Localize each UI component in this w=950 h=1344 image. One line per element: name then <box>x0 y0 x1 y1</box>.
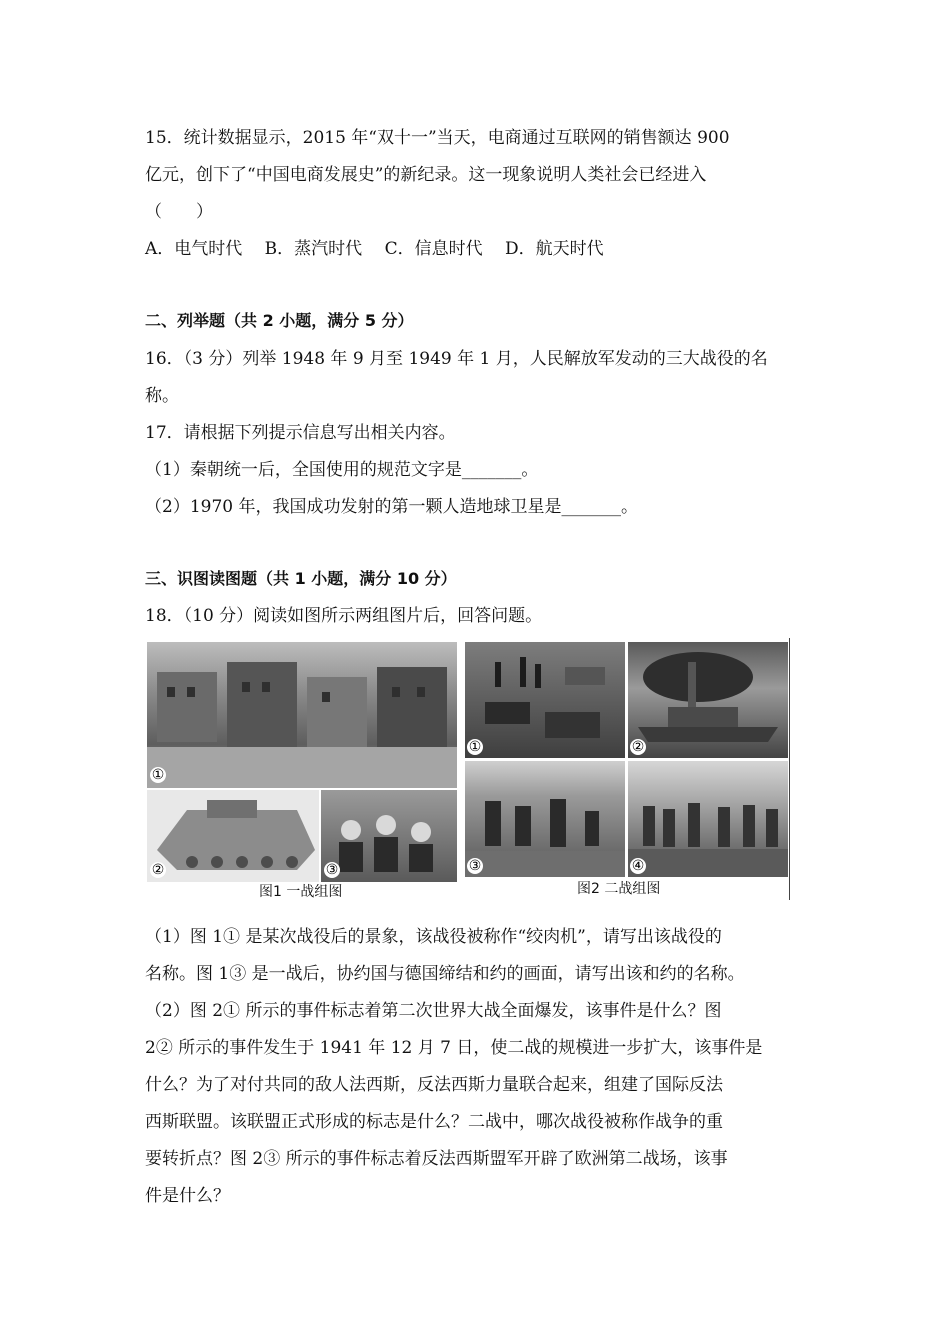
fig1-caption: 图1 一战组图 <box>259 884 343 900</box>
fig1-marker-1: ① <box>151 767 165 783</box>
figure-border-line <box>789 638 790 900</box>
fig2-surrender-photo <box>628 761 788 877</box>
q16-line1: 16．（3 分）列举 1948 年 9 月至 1949 年 1 月，人民解放军发动的三大战役的名 <box>145 349 768 369</box>
fig1-treaty-photo <box>321 790 457 882</box>
q17-item2: （2）1970 年，我国成功发射的第一颗人造地球卫星是_______。 <box>145 497 638 517</box>
q18-heading: 18．（10 分）阅读如图所示两组图片后，回答问题。 <box>145 606 543 626</box>
q18-text-line4: 2② 所示的事件发生于 1941 年 12 月 7 日，使二战的规模进一步扩大，该事件是 <box>145 1038 763 1058</box>
battleship-sketch <box>628 642 788 758</box>
q17-item1: （1）秦朝统一后，全国使用的规范文字是_______。 <box>145 460 539 480</box>
q18-text-line2: 名称。图 1③ 是一战后，协约国与德国缔结和约的画面，请写出该和约的名称。 <box>145 964 745 984</box>
q17-heading: 17．请根据下列提示信息写出相关内容。 <box>145 423 456 443</box>
section3-title: 三、识图读图题（共 1 小题，满分 10 分） <box>145 569 457 588</box>
fig1-tank-photo <box>147 790 319 882</box>
war-photo-figure <box>145 638 791 900</box>
q15-options: A．电气时代 B．蒸汽时代 C．信息时代 D．航天时代 <box>145 239 604 259</box>
soldiers-tanks-sketch <box>465 642 625 758</box>
q18-text-line8: 件是什么？ <box>145 1186 230 1206</box>
fig2-normandy-photo <box>465 761 625 877</box>
section2-title: 二、列举题（共 2 小题，满分 5 分） <box>145 311 414 330</box>
q16-line2: 称。 <box>145 386 179 406</box>
q18-text-line1: （1）图 1① 是某次战役后的景象，该战役被称作“绞肉机”，请写出该战役的 <box>145 927 722 947</box>
fig1-marker-3: ③ <box>325 862 339 878</box>
fig1-marker-2: ② <box>151 862 165 878</box>
q15-line1: 15．统计数据显示，2015 年“双十一”当天，电商通过互联网的销售额达 900 <box>145 128 730 148</box>
fig2-marker-3: ③ <box>468 858 482 874</box>
fig2-marker-1: ① <box>468 739 482 755</box>
fig2-pearl-harbor-photo <box>628 642 788 758</box>
tank-sketch <box>147 790 319 882</box>
fig2-marker-4: ④ <box>631 858 645 874</box>
fig2-invasion-photo <box>465 642 625 758</box>
landing-sketch <box>465 761 625 877</box>
q18-text-line3: （2）图 2① 所示的事件标志着第二次世界大战全面爆发，该事件是什么？图 <box>145 1001 722 1021</box>
q18-text-line5: 什么？为了对付共同的敌人法西斯，反法西斯力量联合起来，组建了国际反法 <box>145 1075 723 1095</box>
fig2-marker-2: ② <box>631 739 645 755</box>
ceremony-sketch <box>628 761 788 877</box>
fig1-ruined-town-photo <box>147 642 457 788</box>
q15-line3: （ ） <box>145 202 213 222</box>
ruins-sketch <box>147 642 457 788</box>
q18-text-line7: 要转折点？图 2③ 所示的事件标志着反法西斯盟军开辟了欧洲第二战场，该事 <box>145 1149 728 1169</box>
q15-line2: 亿元，创下了“中国电商发展史”的新纪录。这一现象说明人类社会已经进入 <box>145 165 707 185</box>
fig2-caption: 图2 二战组图 <box>577 881 661 897</box>
q18-text-line6: 西斯联盟。该联盟正式形成的标志是什么？二战中，哪次战役被称作战争的重 <box>145 1112 723 1132</box>
treaty-sketch <box>321 790 457 882</box>
